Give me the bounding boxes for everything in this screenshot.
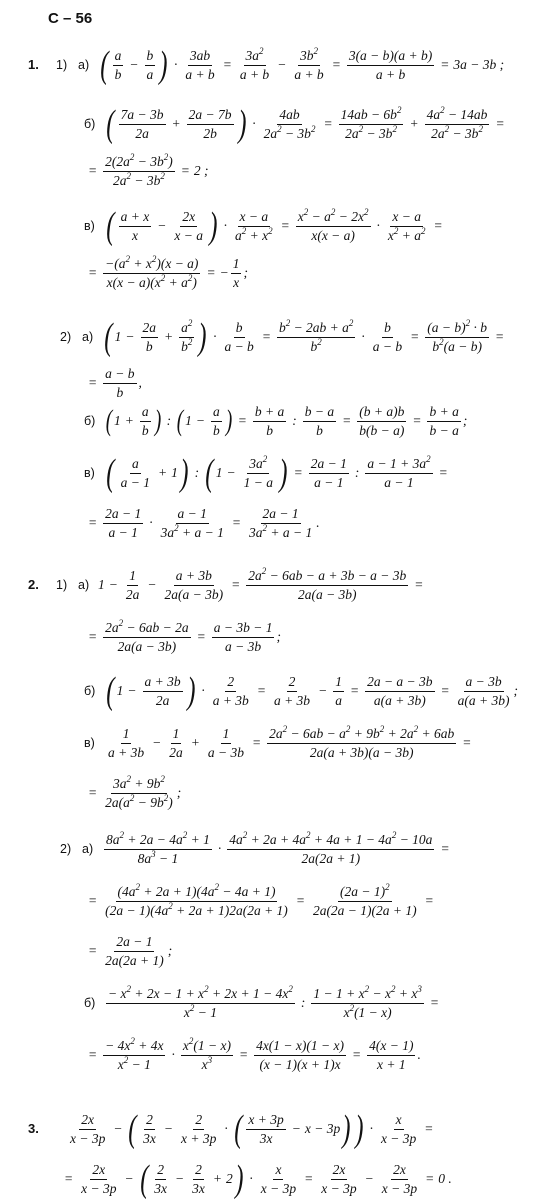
- solution-1-2a-cont: [0, 366, 142, 400]
- math-expression: = $\frac{2a - 1}{a - 1}$ · $\frac{a - 1}{3a^2 + a - 1}$ = $\frac{2a - 1}{3a^2 + a - 1}$ .: [88, 506, 320, 540]
- solution-1-1v-cont: [0, 256, 248, 290]
- item-label: в): [84, 465, 95, 480]
- solution-2-2b-cont: [0, 1038, 421, 1072]
- math-expression: = $\frac{3a^2 + 9b^2}{2a(a^2 - 9b^2)}$ ;: [88, 774, 182, 810]
- solution-1-1v: [0, 207, 447, 245]
- part-label: 1): [56, 577, 68, 592]
- item-label: в): [84, 218, 95, 233]
- math-expression: = $\frac{2a - 1}{2a(2a + 1)}$ ;: [88, 934, 173, 968]
- page-title: С – 56: [48, 10, 93, 27]
- math-expression: 1 − $\frac{1}{2a}$ − $\frac{a + 3b}{2a(a - 3b)}$ = $\frac{2a^2 - 6ab - a + 3b - a - 3b}{2a(a - 3b)}$ =: [98, 566, 424, 602]
- math-expression: ( a a − 1 + 1 ) : ( 1 − $\frac{3a^2}{1 - a}$ ) = $\frac{2a - 1}{a - 1}$ : $\frac{a - 1 + 3a^2}{a - 1}$ =: [106, 452, 448, 494]
- item-label: б): [84, 995, 96, 1010]
- part-label: 1): [56, 57, 68, 72]
- math-expression: ( 1 − $\frac{a + 3b}{2a}$ ) · $\frac{2}{a + 3b}$ = $\frac{2}{a + 3b}$ − $\frac{1}{a}$ = $\frac{2a - a - 3b}{a(a + 3b)}$ = $\frac{a - 3b}{a(a + 3b)}$ ;: [106, 670, 519, 712]
- solution-2-1b: [0, 672, 518, 710]
- item-label: в): [84, 735, 95, 750]
- task-number: 1.: [28, 56, 39, 72]
- math-expression: = $\frac{-(a^2 + x^2)(x - a)}{x(x - a)(x^2 + a^2)}$ = − $\frac{1}{x}$ ;: [88, 254, 248, 290]
- math-expression: = $\frac{a - b}{b}$ ,: [88, 366, 142, 400]
- solution-1-2b: [0, 404, 467, 438]
- math-expression: ( 1 − $\frac{2a}{b}$ + $\frac{a^2}{b^2}$ ) · $\frac{b}{a - b}$ = $\frac{b^2 - 2ab + a^2}{b^2}$ · $\frac{b}{a - b}$ = $\frac{(a - b)^2 \cdot b}{b^2(a - b)}$ =: [104, 316, 505, 358]
- math-expression: ( 1 + $\frac{a}{b}$ ) : ( 1 − $\frac{a}{b}$ ) = $\frac{b + a}{b}$ : $\frac{b - a}{b}$ = $\frac{(b + a)b}{b(b - a)}$ = $\frac{b + a}{b - a}$ ;: [105, 404, 468, 438]
- math-expression: = $\frac{- 4x^2 + 4x}{x^2 - 1}$ · $\frac{x^2(1 - x)}{x^3}$ = $\frac{4x(1 - x)(1 - x)}{(x - 1)(x + 1)x}$ = $\frac{4(x - 1)}{x + 1}$ .: [88, 1036, 421, 1072]
- solution-2-2a-cont1: [0, 884, 438, 918]
- solution-2-2a: [0, 832, 454, 866]
- item-label: а): [82, 329, 94, 344]
- math-expression: = $\frac{2(2a^2 - 3b^2)}{2a^2 - 3b^2}$ = 2 ;: [88, 152, 209, 188]
- task-number: 2.: [28, 576, 39, 592]
- math-expression: − $x^2 + 2x - 1 + x^2 + 2x + 1 - 4x^2$ $x^2 - 1$ : $\frac{1 - 1 + x^2 - x^2 + x^3}{x^2(1 - x)}$ =: [108, 984, 439, 1020]
- item-label: а): [82, 841, 94, 856]
- math-expression: 2x x − 3p − ( 2 3x − $\frac{2}{x + 3p}$ · ( x + 3p 3x − x − 3p ) ) · $\frac{x}{x - 3p}$ =: [70, 1108, 434, 1150]
- solution-2-2b: [0, 986, 443, 1020]
- part-label: 2): [60, 841, 72, 856]
- math-expression: = $\frac{2x}{x - 3p}$ − ( 2 3x − $\frac{2}{3x}$ + 2 ) · $\frac{x}{x - 3p}$ = $\frac{2x}{x - 3p}$ − $\frac{2x}{x - 3p}$ = 0 .: [64, 1158, 452, 1200]
- solution-2-1v: [0, 726, 475, 760]
- solution-1-1b-cont: [0, 154, 209, 188]
- math-expression: 1 a + 3b − $\frac{1}{2a}$ + $\frac{1}{a - 3b}$ = $\frac{2a^2 - 6ab - a^2 + 9b^2 + 2a^2 + 6ab}{2a(a + 3b)(a - 3b)}$ =: [108, 724, 472, 760]
- solution-1-2v: [0, 454, 452, 492]
- math-expression: = $\frac{(4a^2 + 2a + 1)(4a^2 - 4a + 1)}{(2a - 1)(4a^2 + 2a + 1)2a(2a + 1)}$ = $\frac{(2a - 1)^2}{2a(2a - 1)(2a + 1)}$ =: [88, 882, 434, 918]
- item-label: а): [78, 577, 90, 592]
- solution-1-1b: [0, 105, 509, 143]
- item-label: б): [84, 413, 96, 428]
- solution-1-2v-cont: [0, 506, 320, 540]
- item-label: б): [84, 683, 96, 698]
- solution-3-cont: [0, 1160, 452, 1198]
- solution-2-1a: [0, 568, 427, 602]
- solution-1-2a: [0, 318, 508, 356]
- part-label: 2): [60, 329, 72, 344]
- math-expression: $8a^2 + 2a - 4a^2 + 1$ $8a^3 - 1$ · $\frac{4a^2 + 2a + 4a^2 + 4a + 1 - 4a^2 - 10a}{2a(2a + 1)}$ =: [106, 830, 450, 866]
- task-number: 3.: [28, 1120, 39, 1136]
- solution-2-2a-cont2: [0, 934, 172, 968]
- item-label: б): [84, 116, 96, 131]
- solution-3: [0, 1110, 437, 1148]
- math-expression: ( a b − $\frac{b}{a}$ ) · $\frac{3ab}{a + b}$ = $\frac{3a^2}{a + b}$ − $\frac{3b^2}{a + b}$ = $\frac{3(a - b)(a + b)}{a + b}$ = 3a − 3b ;: [100, 44, 505, 86]
- solution-1-1a: [0, 46, 504, 84]
- math-expression: = $\frac{2a^2 - 6ab - 2a}{2a(a - 3b)}$ = $\frac{a - 3b - 1}{a - 3b}$ ;: [88, 618, 281, 654]
- solution-2-1a-cont: [0, 620, 281, 654]
- math-expression: ( 7a − 3b 2a + $\frac{2a - 7b}{2b}$ ) · $\frac{4ab}{2a^2 - 3b^2}$ = $\frac{14ab - 6b^2}{2a^2 - 3b^2}$ + $\frac{4a^2 - 14ab}{2a^2 - 3b^2}$ =: [106, 103, 505, 145]
- item-label: а): [78, 57, 90, 72]
- math-expression: ( a + x x − $\frac{2x}{x - a}$ ) · $\frac{x - a}{a^2 + x^2}$ = $\frac{x^2 - a^2 - 2x^2}{x(x - a)}$ · $\frac{x - a}{x^2 + a^2}$ =: [106, 205, 443, 247]
- solution-2-1v-cont: [0, 776, 181, 810]
